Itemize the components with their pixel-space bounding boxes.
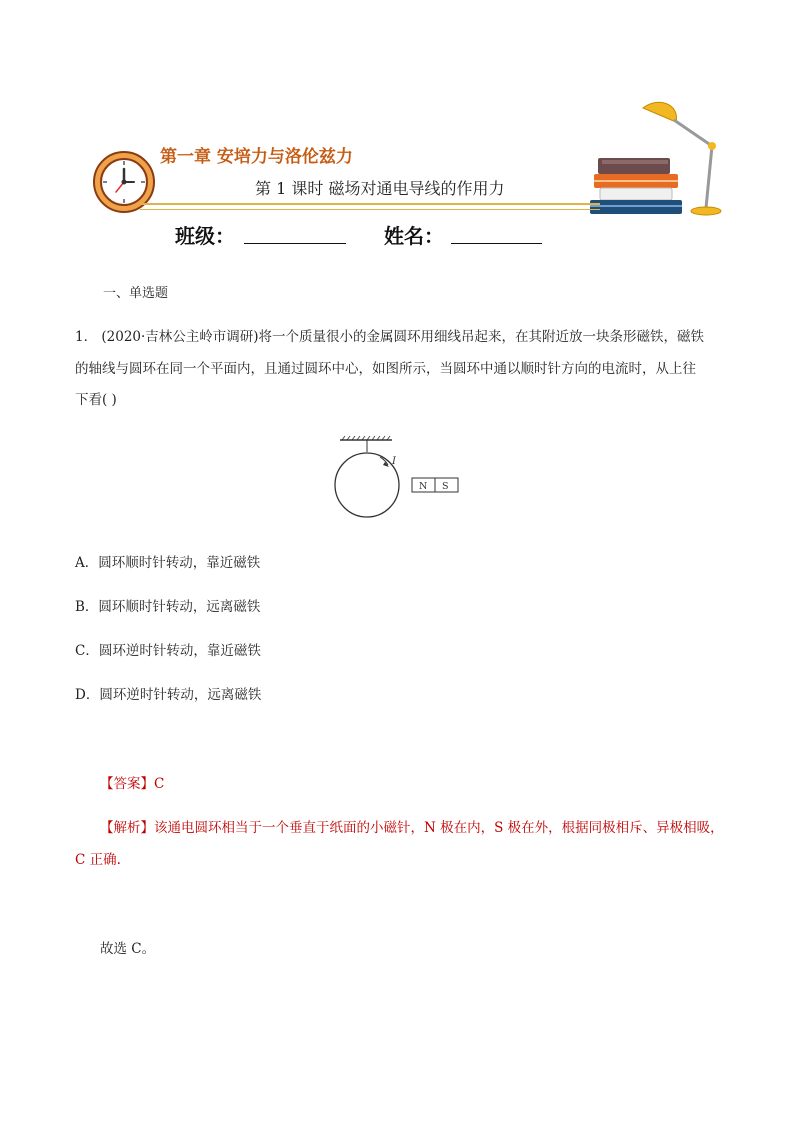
- option-d[interactable]: D．圆环逆时针转动，远离磁铁: [75, 687, 262, 703]
- answer-tag: 【答案】: [100, 776, 154, 792]
- analysis-line-1: [100, 816, 724, 836]
- name-label: 姓名：: [384, 224, 444, 248]
- conclusion: 故选 C。: [100, 941, 156, 957]
- question-line-2: 的轴线与圆环在同一个平面内，且通过圆环中心，如图所示，当圆环中通以顺时针方向的电流时，从上往: [75, 361, 696, 377]
- books-lamp-illustration: [588, 98, 728, 220]
- answer-line: [100, 772, 164, 792]
- magnet-north-label: N: [419, 481, 428, 492]
- analysis-line-2: C 正确.: [75, 852, 121, 868]
- question-line-3: 下看( ): [75, 392, 117, 408]
- current-label: I: [392, 456, 396, 467]
- header-divider: [140, 203, 600, 210]
- option-c[interactable]: C．圆环逆时针转动，靠近磁铁: [75, 643, 261, 659]
- class-blank[interactable]: [244, 243, 346, 244]
- analysis-tag: 【解析】: [100, 820, 154, 836]
- magnet-south-label: S: [442, 481, 449, 492]
- class-label: 班级：: [175, 224, 235, 248]
- question-line-1: 1． (2020·吉林公主岭市调研)将一个质量很小的金属圆环用细线吊起来，在其附近放一块条形磁铁，磁铁: [75, 329, 705, 345]
- answer-value: C: [154, 776, 165, 792]
- name-blank[interactable]: [451, 243, 542, 244]
- analysis-text: 该通电圆环相当于一个垂直于纸面的小磁针，N 极在内，S 极在外，根据同极相斥、异极相吸，: [154, 820, 724, 836]
- ring-magnet-figure: [330, 432, 470, 524]
- lesson-title: 第 1 课时 磁场对通电导线的作用力: [255, 179, 505, 198]
- chapter-title: 第一章 安培力与洛伦兹力: [160, 147, 353, 167]
- option-b[interactable]: B．圆环顺时针转动，远离磁铁: [75, 599, 261, 615]
- option-a[interactable]: A．圆环顺时针转动，靠近磁铁: [75, 555, 261, 571]
- section-title: 一、单选题: [103, 286, 169, 301]
